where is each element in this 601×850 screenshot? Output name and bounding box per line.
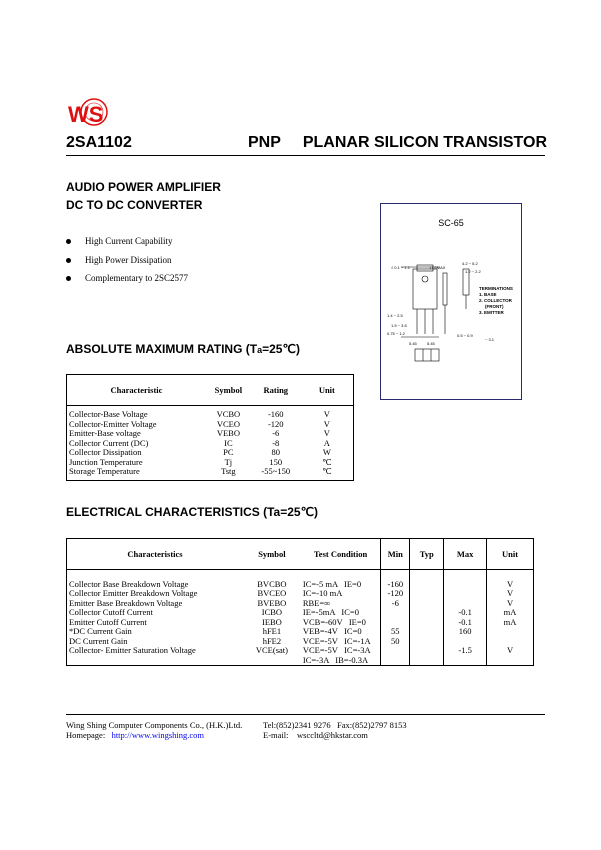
email-line: E-mail: wsccltd@hkstar.com [263, 730, 368, 740]
feature-item: High Current Capability [66, 236, 173, 246]
column-header: Symbol [258, 549, 286, 559]
table-row: Junction Temperature Tj 150 ℃ [69, 456, 332, 467]
footer-company-info [66, 720, 242, 740]
package-label: SC-65 [438, 218, 464, 228]
svg-text:TERMINATIONS: TERMINATIONS [479, 286, 513, 291]
table-row: Collector Base Breakdown Voltage BVCBO IC=-5 mA IE=0 -160 V [67, 580, 534, 590]
application-2: DC TO DC CONVERTER [66, 198, 203, 212]
company-logo [66, 96, 114, 136]
part-number: 2SA1102 [66, 134, 132, 151]
table-row: Storage Temperature Tstg -55~150 ℃ [69, 466, 332, 476]
package-outline-diagram [381, 239, 521, 399]
svg-text:1. BASE: 1. BASE [479, 292, 497, 297]
section-heading-abs-max: ABSOLUTE MAXIMUM RATING (Ta=25℃) [66, 342, 300, 356]
svg-text:0.5 ~ 0.9: 0.5 ~ 0.9 [457, 333, 473, 338]
table-row: IC=-3A IB=-0.3A [67, 656, 534, 666]
page-title: PNP PLANAR SILICON TRANSISTOR [248, 134, 547, 151]
column-header: Characteristics [127, 549, 183, 559]
column-header: Test Condition [313, 549, 368, 559]
svg-text:1.4 ~ 2.5: 1.4 ~ 2.5 [387, 313, 403, 318]
package-drawing [380, 203, 522, 400]
table-row: Emitter Cutoff Current IEBO VCB=-60V IE=0 -0.1 mA [67, 618, 534, 628]
table-row: Collector-Emitter Voltage VCEO -120 V [69, 418, 330, 429]
svg-text:4.2 ~ 5.2: 4.2 ~ 5.2 [462, 261, 478, 266]
column-header: Rating [263, 385, 289, 395]
svg-text:3. EMITTER: 3. EMITTER [479, 310, 504, 315]
svg-text:1.2 ~ 2.2: 1.2 ~ 2.2 [465, 269, 481, 274]
column-header: Characteristic [110, 385, 163, 395]
column-header: Unit [487, 539, 534, 570]
column-header: Unit [318, 385, 335, 395]
table-header-row [67, 375, 354, 406]
bullet-icon [66, 258, 71, 263]
svg-text:~ 3.1: ~ 3.1 [485, 337, 495, 342]
svg-text:2. COLLECTOR: 2. COLLECTOR [479, 298, 512, 303]
table-row: DC Current Gain hFE2 VCE=-5V IC=-1A 50 [67, 637, 534, 647]
table-row: Emitter Base Breakdown Voltage BVEBO RBE=∞ -6 V [67, 599, 534, 609]
table-row: Collector- Emitter Saturation Voltage VCE(sat) VCE=-5V IC=-3A -1.5 V [67, 646, 534, 656]
column-header: Max [444, 539, 487, 570]
homepage-link[interactable]: http://www.wingshing.com [111, 730, 205, 740]
table-row: Emitter-Base voltage VEBO -6 V [69, 428, 330, 438]
table-row: Collector Emitter Breakdown Voltage BVCEO IC=-10 mA -120 V [67, 589, 534, 599]
logo-text: WS [68, 102, 104, 127]
section-heading-electrical: ELECTRICAL CHARACTERISTICS (Ta=25℃) [66, 505, 319, 519]
header-divider [66, 155, 545, 156]
svg-text:5.45: 5.45 [409, 341, 417, 346]
svg-text:17.6MAX: 17.6MAX [429, 265, 446, 270]
footer-divider [66, 714, 545, 715]
company-name: Wing Shing Computer Components Co., (H.K.)Ltd. [66, 720, 243, 730]
svg-text:5.45: 5.45 [427, 341, 435, 346]
column-header: Typ [410, 539, 444, 570]
svg-text:√ 0.1 ~ 1.1: √ 0.1 ~ 1.1 [391, 265, 410, 270]
column-header: Symbol [214, 385, 243, 395]
bullet-icon [66, 239, 71, 244]
abs-max-table [66, 374, 354, 481]
table-row: *DC Current Gain hFE1 VEB=-4V IC=0 55 160 [67, 627, 534, 637]
feature-item: Complementary to 2SC2577 [66, 273, 188, 283]
tel-fax: Tel:(852)2341 9276 Fax:(852)2797 8153 [263, 720, 407, 730]
table-row: Collector-Base Voltage VCBO -160 V [69, 409, 330, 419]
homepage-line: Homepage: http://www.wingshing.com [66, 730, 205, 740]
feature-item: High Power Dissipation [66, 255, 172, 265]
bullet-icon [66, 276, 71, 281]
svg-text:0.75 ~ 1.2: 0.75 ~ 1.2 [387, 331, 405, 336]
footer-contact-info [263, 720, 407, 740]
electrical-table [66, 538, 534, 666]
table-header-row [67, 539, 534, 570]
svg-text:1.5 ~ 3.5: 1.5 ~ 3.5 [391, 323, 407, 328]
email-address[interactable]: wsccltd@hkstar.com [297, 730, 368, 740]
column-header: Min [381, 539, 410, 570]
application-1: AUDIO POWER AMPLIFIER [66, 180, 221, 194]
svg-text:(FRONT): (FRONT) [485, 304, 504, 309]
table-row: Collector Current (DC) IC -8 A [69, 437, 330, 448]
table-row: Collector Dissipation PC 80 W [69, 447, 331, 457]
table-row: Collector Cutoff Current ICBO IE=-5mA IC=0 -0.1 mA [67, 608, 534, 618]
